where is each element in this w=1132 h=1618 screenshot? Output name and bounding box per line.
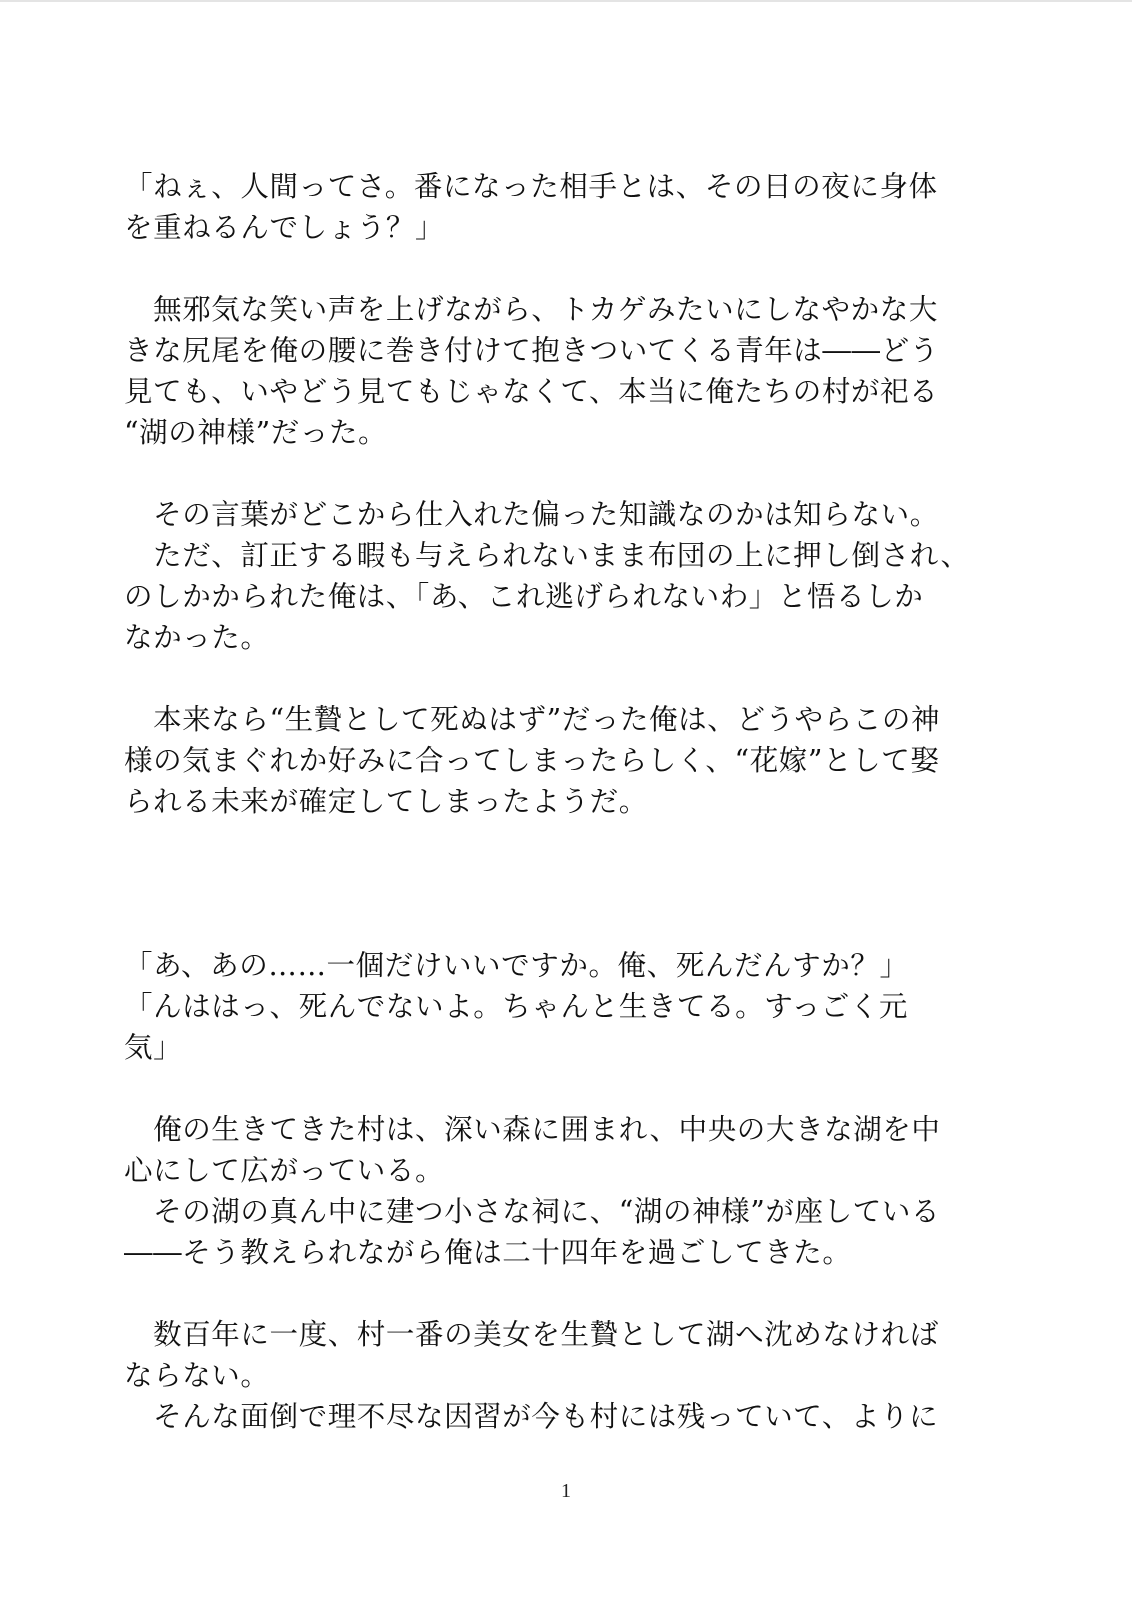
- text-line: を重ねるんでしょう？」: [124, 211, 445, 244]
- text-line: 様の気まぐれか好みに合ってしまったらしく、“花嫁”として娶: [124, 744, 940, 777]
- text-line: その湖の真ん中に建つ小さな祠に、“湖の神様”が座している: [124, 1195, 941, 1228]
- paragraph-gap: [124, 453, 1004, 494]
- text-line: られる未来が確定してしまったようだ。: [124, 785, 648, 818]
- paragraph-gap: [124, 1068, 1004, 1109]
- paragraph-gap: [124, 1273, 1004, 1314]
- text-line: 俺の生きてきた村は、深い森に囲まれ、中央の大きな湖を中: [124, 1113, 941, 1146]
- text-line: なかった。: [124, 621, 270, 654]
- body-text: [124, 166, 1004, 1437]
- text-line: 「ねぇ、人間ってさ。番になった相手とは、その日の夜に身体: [124, 170, 938, 203]
- section-break: [124, 822, 1004, 945]
- text-line: 気」: [124, 1031, 183, 1064]
- text-line: その言葉がどこから仕入れた偏った知識なのかは知らない。: [124, 498, 939, 531]
- text-line: ならない。: [124, 1359, 270, 1392]
- text-line: 見ても、いやどう見てもじゃなくて、本当に俺たちの村が祀る: [124, 375, 939, 408]
- text-line: 無邪気な笑い声を上げながら、トカゲみたいにしなやかな大: [124, 293, 938, 326]
- text-line: そんな面倒で理不尽な因習が今も村には残っていて、よりに: [124, 1400, 939, 1433]
- text-line: ――そう教えられながら俺は二十四年を過ごしてきた。: [124, 1236, 852, 1269]
- paragraph-gap: [124, 658, 1004, 699]
- text-line: 本来なら“生贄として死ぬはず”だった俺は、どうやらこの神: [124, 703, 941, 736]
- text-line: きな尻尾を俺の腰に巻き付けて抱きついてくる青年は――どう: [124, 334, 939, 367]
- text-line: ただ、訂正する暇も与えられないまま布団の上に押し倒され、: [124, 539, 970, 572]
- page-number: 1: [561, 1480, 571, 1502]
- text-line: 「んははっ、死んでないよ。ちゃんと生きてる。すっごく元: [124, 990, 908, 1023]
- text-line: 心にして広がっている。: [124, 1154, 445, 1187]
- text-line: 数百年に一度、村一番の美女を生贄として湖へ沈めなければ: [124, 1318, 939, 1351]
- text-line: “湖の神様”だった。: [124, 416, 388, 449]
- paragraph-gap: [124, 248, 1004, 289]
- text-line: 「あ、あの……一個だけいいですか。俺、死んだんすか？」: [124, 949, 909, 982]
- text-line: のしかかられた俺は、「あ、これ逃げられないわ」と悟るしか: [124, 580, 924, 613]
